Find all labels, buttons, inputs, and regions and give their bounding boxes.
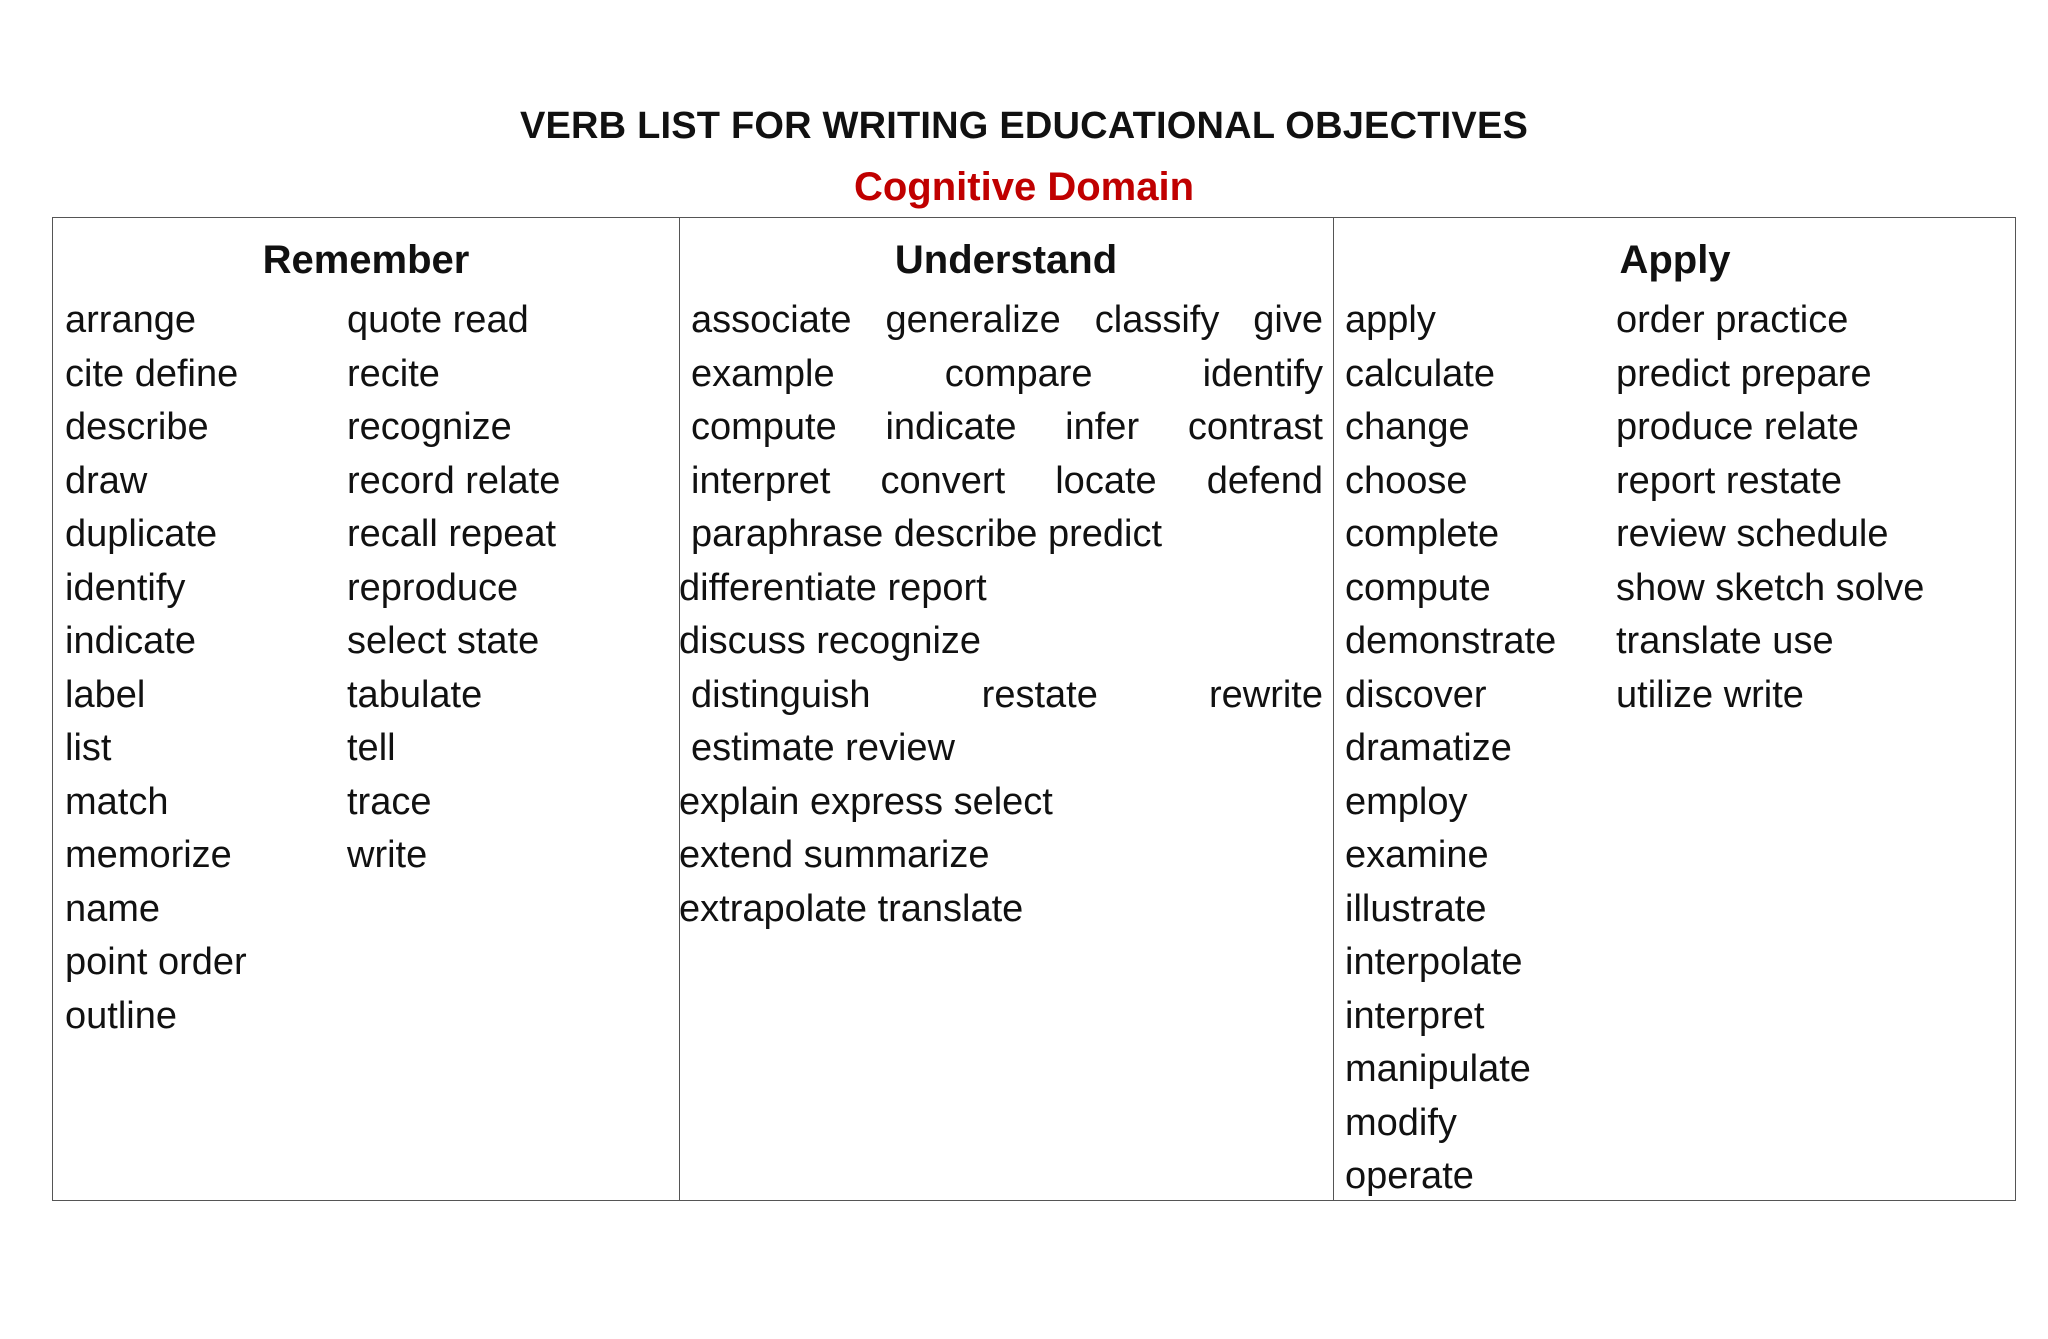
- verb-list-item: review schedule: [1616, 513, 1889, 555]
- verb-list-item: label: [65, 673, 146, 716]
- remember-verb-list-left: [65, 294, 335, 1043]
- verb-list-item: paraphrase describe predict: [691, 513, 1163, 555]
- apply-header: Apply: [1619, 238, 1731, 282]
- verb-list-item: extend summarize: [679, 834, 990, 876]
- verb-list-item: explain express select: [679, 780, 1053, 823]
- verb-list-item: illustrate: [1345, 887, 1487, 930]
- document-subtitle: Cognitive Domain: [853, 165, 1195, 209]
- verb-list-item: reproduce: [347, 566, 519, 609]
- document-title: VERB LIST FOR WRITING EDUCATIONAL OBJECTIVES: [519, 105, 1529, 147]
- verb-list-item: choose: [1345, 459, 1468, 502]
- apply-verb-list-right: [1616, 294, 2006, 722]
- verb-list-item: employ: [1345, 780, 1468, 823]
- verb-list-item: demonstrate: [1345, 620, 1557, 662]
- verb-list-item: cite define: [65, 352, 239, 395]
- verb-list-item: dramatize: [1345, 727, 1512, 769]
- verb-list-item: examine: [1345, 834, 1489, 876]
- verb-list-item: manipulate: [1345, 1048, 1531, 1090]
- verb-list-item: modify: [1345, 1101, 1457, 1144]
- verb-list-item: discover: [1345, 673, 1487, 716]
- verb-list-item: recognize: [347, 406, 512, 448]
- verb-list-item: select state: [347, 620, 540, 662]
- verb-list-item: example compare identify: [691, 352, 1323, 395]
- column-divider-1: [679, 218, 680, 1200]
- verb-list-item: translate use: [1616, 620, 1834, 662]
- verb-list-item: match: [65, 780, 169, 823]
- verb-list-item: report restate: [1616, 459, 1842, 502]
- verb-list-item: draw: [65, 459, 148, 502]
- verb-list-item: discuss recognize: [679, 620, 982, 662]
- verb-list-item: distinguish restate rewrite: [691, 673, 1323, 716]
- verb-list-item: compute: [1345, 566, 1491, 609]
- verb-list-item: write: [347, 834, 428, 876]
- verb-list-item: interpret convert locate defend: [691, 459, 1323, 502]
- verb-list-item: order practice: [1616, 299, 1849, 341]
- verb-list-item: trace: [347, 780, 432, 823]
- verb-list-item: tell: [347, 727, 396, 769]
- verb-list-item: tabulate: [347, 673, 483, 716]
- column-divider-2: [1333, 218, 1334, 1200]
- remember-header: Remember: [262, 238, 470, 282]
- verb-list-item: estimate review: [691, 727, 955, 769]
- verb-list-item: change: [1345, 406, 1470, 448]
- verb-list-item: show sketch solve: [1616, 566, 1925, 609]
- verb-list-item: indicate: [65, 620, 196, 662]
- verb-list-item: complete: [1345, 513, 1500, 555]
- verb-list-item: duplicate: [65, 513, 218, 555]
- verb-list-item: produce relate: [1616, 406, 1859, 448]
- verb-list-item: memorize: [65, 834, 232, 876]
- verb-list-item: describe: [65, 406, 209, 448]
- verb-list-item: record relate: [347, 459, 561, 502]
- verb-list-item: recite: [347, 352, 440, 395]
- verb-list-item: operate: [1345, 1155, 1474, 1197]
- apply-verb-list-left: [1345, 294, 1605, 1204]
- remember-verb-list-right: [347, 294, 667, 883]
- verb-list-item: compute indicate infer contrast: [691, 406, 1323, 448]
- understand-verb-list: [679, 294, 1323, 936]
- verb-list-item: quote read: [347, 299, 529, 341]
- verb-list-item: extrapolate translate: [679, 887, 1024, 930]
- verb-list-item: interpret: [1345, 994, 1485, 1037]
- verb-list-item: calculate: [1345, 352, 1495, 395]
- verb-list-item: name: [65, 887, 161, 930]
- verb-list-item: utilize write: [1616, 673, 1804, 716]
- verb-list-item: apply: [1345, 299, 1436, 341]
- verb-list-item: list: [65, 727, 112, 769]
- verb-list-item: identify: [65, 566, 186, 609]
- verb-list-item: differentiate report: [679, 566, 987, 609]
- verb-list-item: interpolate: [1345, 941, 1523, 983]
- verb-list-item: predict prepare: [1616, 352, 1872, 395]
- verb-list-item: arrange: [65, 299, 196, 341]
- verb-list-item: point order: [65, 941, 247, 983]
- verb-list-item: associate generalize classify give: [691, 299, 1323, 341]
- verb-list-item: recall repeat: [347, 513, 557, 555]
- verb-table: [52, 217, 2016, 1201]
- understand-header: Understand: [894, 238, 1118, 282]
- verb-list-item: outline: [65, 994, 177, 1037]
